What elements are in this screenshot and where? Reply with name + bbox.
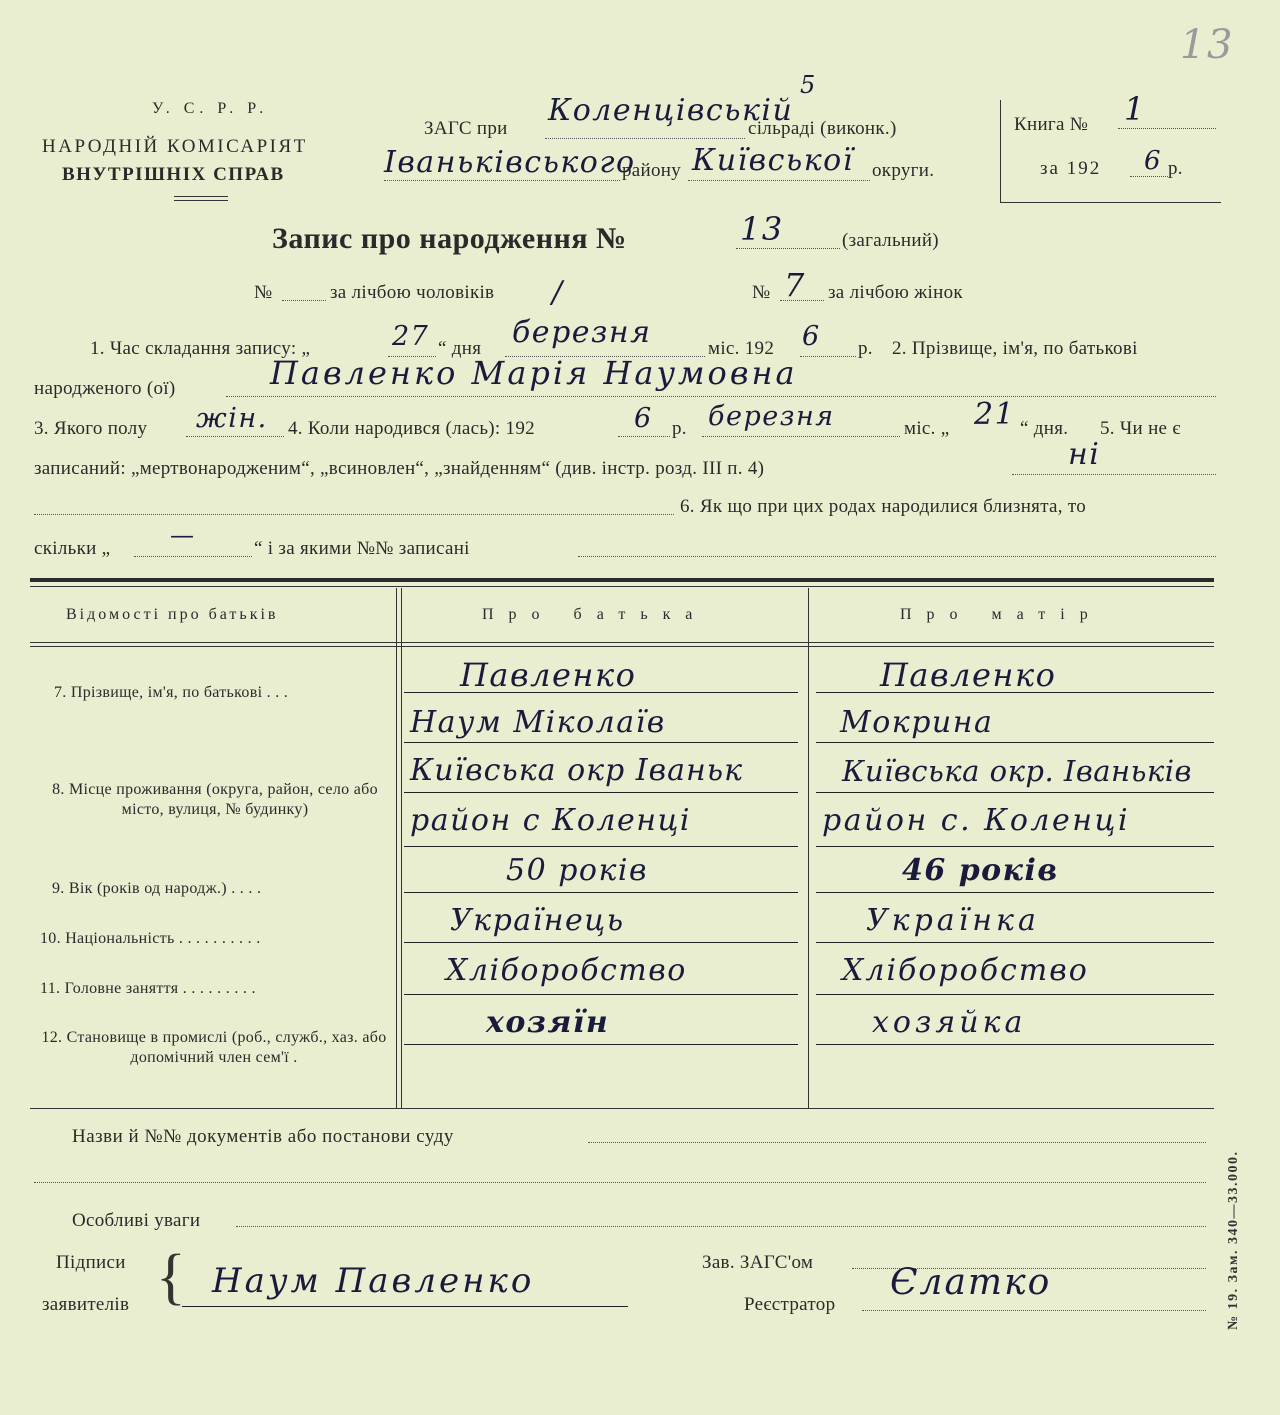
- field4-r: р.: [672, 418, 687, 439]
- dotted-line: [134, 556, 252, 557]
- row-label-residence: 8. Місце проживання (округа, район, село або місто, вулиця, № будинку): [52, 781, 378, 818]
- father-surname: Павленко: [460, 656, 637, 694]
- dotted-line: [34, 514, 674, 515]
- signatures-label-2: заявителів: [42, 1294, 130, 1315]
- divider: [174, 196, 228, 197]
- record-title-suffix: (загальний): [842, 230, 939, 251]
- field6-line2-b: “ і за якими №№ записані: [254, 538, 470, 559]
- father-line: [404, 792, 798, 793]
- dotted-line: [780, 300, 824, 301]
- field5-value: ні: [1068, 437, 1101, 472]
- father-line: [404, 1044, 798, 1045]
- field3-value: жін.: [196, 403, 268, 434]
- row-label-nationality: 10. Національність . . . . . . . . . .: [40, 930, 261, 947]
- father-line: [404, 892, 798, 893]
- dotted-line: [862, 1310, 1206, 1311]
- commissariat-line1: НАРОДНІЙ КОМІСАРІЯТ: [42, 136, 308, 157]
- field3-label: 3. Якого полу: [34, 418, 148, 439]
- district-label: району: [622, 160, 682, 181]
- field5-label: 5. Чи не є: [1100, 418, 1181, 439]
- field1-r: р.: [858, 338, 873, 359]
- field1-label: 1. Час складання запису: „: [90, 338, 311, 359]
- father-line: [404, 846, 798, 847]
- field2-line2-label: народженого (ої): [34, 378, 176, 399]
- dotted-line: [282, 300, 326, 301]
- field5-line2: записаний: „мертвонародженим“, „всиновлен“, „знайденням“ (див. інстр. розд. III п. 4): [34, 458, 765, 479]
- table-col-divider: [401, 588, 402, 1108]
- mother-nationality: Українка: [866, 903, 1040, 938]
- field4-day: 21: [974, 397, 1016, 432]
- mother-residence-2: район с. Коленці: [822, 803, 1131, 838]
- men-count-mark: /: [552, 275, 564, 310]
- divider: [174, 200, 228, 201]
- table-col-divider: [396, 588, 397, 1108]
- zags-superscript: 5: [800, 71, 817, 99]
- table-bottom-rule: [30, 1108, 1214, 1109]
- mother-name: Мокрина: [840, 705, 994, 740]
- print-code: № 19. Зам. 340—33.000.: [1226, 1150, 1241, 1330]
- field6-dash: —: [170, 521, 196, 549]
- row-label-status: 12. Становище в промислі (роб., служб., хаз. або допомічний член сем'ї .: [41, 1029, 387, 1066]
- row-label-name: 7. Прізвище, ім'я, по батькові . . .: [54, 684, 289, 701]
- field4-year: 6: [634, 403, 653, 434]
- mother-line: [816, 792, 1214, 793]
- okruha-value: Київської: [692, 143, 854, 178]
- col-header-info: Відомості про батьків: [66, 606, 279, 623]
- father-occupation: Хліборобство: [446, 953, 687, 988]
- mother-occupation: Хліборобство: [842, 953, 1089, 988]
- dotted-line: [1012, 474, 1216, 475]
- commissariat-line2: ВНУТРІШНІХ СПРАВ: [62, 164, 285, 185]
- dotted-line: [618, 436, 670, 437]
- mother-residence-1: Київська окр. Іваньків: [842, 754, 1192, 788]
- father-age: 50 років: [506, 853, 648, 888]
- book-number: 1: [1124, 90, 1146, 128]
- mother-line: [816, 1044, 1214, 1045]
- dotted-line: [702, 436, 900, 437]
- field1-day-close: “ дня: [438, 338, 482, 359]
- okruha-label: округи.: [872, 160, 935, 181]
- district-value: Іваньківського: [384, 145, 636, 180]
- dotted-line: [800, 356, 856, 357]
- women-number-sign: №: [752, 282, 771, 303]
- father-line: [404, 692, 798, 693]
- women-count-value: 7: [784, 266, 806, 304]
- father-residence-1: Київська окр Іваньк: [410, 753, 743, 788]
- women-count-label: за лічбою жінок: [828, 282, 963, 303]
- field4-label: 4. Коли народився (лась): 192: [288, 418, 535, 439]
- mother-surname: Павленко: [880, 656, 1057, 694]
- state-abbrev: У. С. Р. Р.: [152, 100, 269, 117]
- dotted-line: [1118, 128, 1216, 129]
- mother-line: [816, 892, 1214, 893]
- council-suffix: сільраді (виконк.): [748, 118, 897, 139]
- mother-line: [816, 846, 1214, 847]
- dotted-line: [688, 180, 870, 181]
- book-year-suffix: р.: [1168, 158, 1183, 179]
- dotted-line: [384, 180, 620, 181]
- dotted-line: [236, 1226, 1206, 1227]
- father-status: хозяїн: [486, 1005, 610, 1040]
- father-residence-2: район с Коленці: [410, 803, 692, 838]
- signatures-label-1: Підписи: [56, 1252, 126, 1273]
- table-col-divider: [808, 588, 809, 1108]
- record-number: 13: [740, 210, 784, 248]
- dotted-line: [588, 1142, 1206, 1143]
- applicant-signature: Наум Павленко: [212, 1261, 535, 1301]
- field2-value: Павленко Марія Наумовна: [270, 354, 798, 392]
- field1-mis: міс. 192: [708, 338, 775, 359]
- field4-mis: міс. „: [904, 418, 950, 439]
- field6-line2-a: скільки „: [34, 538, 111, 559]
- dotted-line: [34, 1182, 1206, 1183]
- field1-year: 6: [802, 321, 821, 352]
- book-year-digit: 6: [1144, 146, 1163, 176]
- field2-label: 2. Прізвище, ім'я, по батькові: [892, 338, 1138, 359]
- registrar-label: Реєстратор: [744, 1294, 836, 1315]
- book-label: Книга №: [1014, 114, 1089, 135]
- father-line: [404, 994, 798, 995]
- zags-council-value: Коленцівській: [548, 93, 794, 128]
- dotted-line: [736, 248, 840, 249]
- signature-line: [182, 1306, 628, 1307]
- documents-label: Назви й №№ документів або постанови суду: [72, 1126, 454, 1147]
- row-label-age: 9. Вік (років од народж.) . . . .: [52, 880, 262, 897]
- notes-label: Особливі уваги: [72, 1210, 201, 1231]
- father-nationality: Українець: [450, 903, 625, 938]
- mother-line: [816, 742, 1214, 743]
- mother-line: [816, 994, 1214, 995]
- dotted-line: [545, 138, 745, 139]
- mother-age: 46 років: [902, 853, 1059, 888]
- men-count-label: за лічбою чоловіків: [330, 282, 495, 303]
- col-header-father: Про батька: [482, 606, 708, 623]
- table-header-rule: [30, 646, 1214, 647]
- book-year-prefix: за 192: [1040, 158, 1102, 179]
- dotted-line: [226, 396, 1216, 397]
- father-line: [404, 942, 798, 943]
- col-header-mother: Про матір: [900, 606, 1103, 623]
- dotted-line: [1130, 176, 1168, 177]
- brace-mark: {: [156, 1243, 186, 1311]
- table-header-rule: [30, 642, 1214, 643]
- field4-day-close: “ дня.: [1020, 418, 1069, 439]
- father-line: [404, 742, 798, 743]
- field6-label: 6. Як що при цих родах народилися близнята, то: [680, 496, 1087, 517]
- table-top-rule-thin: [30, 586, 1214, 587]
- field1-day: 27: [392, 321, 430, 352]
- mother-status: хозяйка: [872, 1005, 1027, 1040]
- table-top-rule: [30, 578, 1214, 582]
- field4-month: березня: [708, 401, 835, 432]
- registrar-signature: Єлатко: [890, 1262, 1052, 1303]
- dotted-line: [186, 436, 284, 437]
- mother-line: [816, 942, 1214, 943]
- record-title: Запис про народження №: [272, 222, 627, 255]
- father-name: Наум Міколаїв: [410, 705, 666, 740]
- dotted-line: [578, 556, 1216, 557]
- page-number: 13: [1180, 22, 1234, 68]
- men-number-sign: №: [254, 282, 273, 303]
- zags-prefix: ЗАГС при: [424, 118, 508, 139]
- mother-line: [816, 692, 1214, 693]
- head-label: Зав. ЗАГС'ом: [702, 1252, 814, 1273]
- row-label-occupation: 11. Головне заняття . . . . . . . . .: [40, 980, 256, 997]
- field1-month: березня: [512, 315, 652, 350]
